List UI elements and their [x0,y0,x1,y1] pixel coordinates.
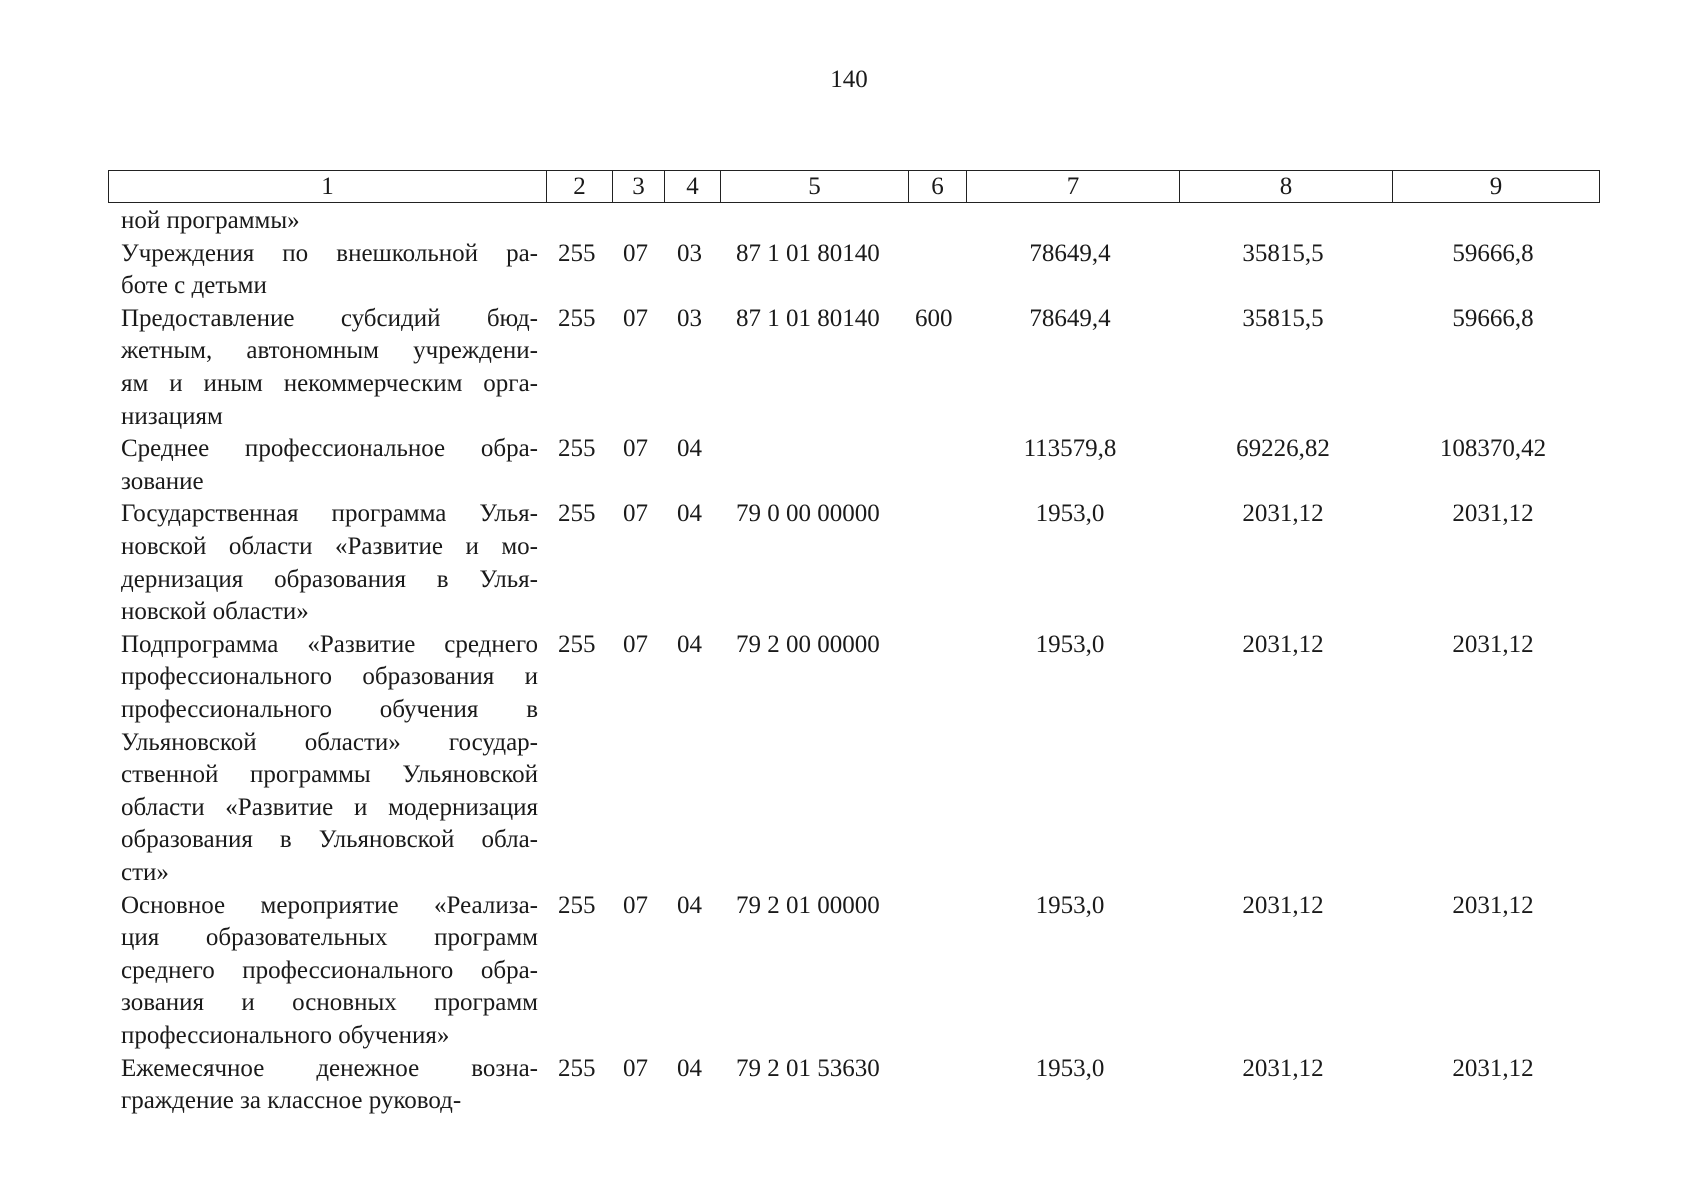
cell-col-8: 35815,5 [1242,304,1324,332]
description-line: боте с детьми [121,272,267,300]
description-line: ственной программы Ульяновской [121,761,538,789]
table-row [0,303,1698,433]
cell-col-9: 2031,12 [1452,1054,1534,1082]
cell-col-4: 04 [677,1054,702,1082]
header-col-2: 2 [547,171,613,203]
cell-col-4: 04 [677,891,702,919]
cell-col-3: 07 [623,239,648,267]
cell-col-3: 07 [623,435,648,463]
cell-col-9: 2031,12 [1452,630,1534,658]
cell-col-9: 59666,8 [1452,239,1534,267]
cell-col-8: 35815,5 [1242,239,1324,267]
cell-col-4: 03 [677,239,702,267]
header-col-9: 9 [1393,171,1600,203]
cell-col-7: 1953,0 [1035,500,1105,528]
description-line: профессионального образования и [121,663,538,691]
description-line: образования в Ульяновской обла- [121,826,538,854]
row-description [121,1053,538,1118]
description-line: Предоставление субсидий бюд- [121,304,538,332]
description-line: ной программы» [121,207,300,234]
description-line: Среднее профессиональное обра- [121,435,538,463]
table-row [0,1053,1698,1118]
cell-col-4: 04 [677,500,702,528]
description-line: ям и иным некоммерческим орга- [121,369,538,397]
header-col-1: 1 [109,171,547,203]
description-line: ция образовательных программ [121,924,538,952]
header-col-6: 6 [909,171,967,203]
cell-col-5: 87 1 01 80140 [736,304,880,332]
description-line: области «Развитие и модернизация [121,793,538,821]
cell-col-3: 07 [623,891,648,919]
row-description [121,890,538,1053]
cell-col-2: 255 [558,435,596,463]
cell-col-2: 255 [558,891,596,919]
header-col-8: 8 [1180,171,1393,203]
cell-col-5: 79 2 01 00000 [736,891,880,919]
cell-col-3: 07 [623,304,648,332]
table-row [0,498,1698,628]
row-description [121,238,538,303]
cell-col-9: 2031,12 [1452,891,1534,919]
description-line: Ежемесячное денежное возна- [121,1054,538,1082]
description-line: Подпрограмма «Развитие среднего [121,630,538,658]
cell-col-7: 1953,0 [1035,891,1105,919]
header-col-3: 3 [613,171,665,203]
description-line: Учреждения по внешкольной ра- [121,239,538,267]
cell-col-8: 2031,12 [1242,1054,1324,1082]
description-line: Основное мероприятие «Реализа- [121,891,538,919]
description-line: новской области» [121,598,309,626]
cell-col-6: 600 [915,304,953,332]
cell-col-3: 07 [623,500,648,528]
table-row [0,433,1698,498]
description-line: новской области «Развитие и мо- [121,532,538,560]
table-row [0,238,1698,303]
row-description [121,303,538,433]
header-col-7: 7 [967,171,1180,203]
description-line: дернизация образования в Улья- [121,565,538,593]
table-row [0,890,1698,1053]
cell-col-9: 59666,8 [1452,304,1534,332]
cell-col-8: 2031,12 [1242,630,1324,658]
cell-col-5: 87 1 01 80140 [736,239,880,267]
table-header [108,170,1600,203]
description-line: профессионального обучения» [121,1021,450,1049]
cell-col-4: 04 [677,435,702,463]
description-line: жетным, автономным учреждени- [121,337,538,365]
row-description [121,433,538,498]
description-line: Государственная программа Улья- [121,500,538,528]
description-line: Ульяновской области» государ- [121,728,538,756]
cell-col-8: 2031,12 [1242,891,1324,919]
description-line: зование [121,467,204,495]
cell-col-2: 255 [558,1054,596,1082]
table-body [0,205,1698,1118]
page-number: 140 [830,66,868,93]
header-col-5: 5 [721,171,909,203]
cell-col-2: 255 [558,239,596,267]
description-line: сти» [121,858,169,886]
row-description [121,205,538,238]
cell-col-7: 1953,0 [1035,1054,1105,1082]
row-description [121,498,538,628]
cell-col-7: 113579,8 [1023,435,1117,463]
cell-col-3: 07 [623,1054,648,1082]
cell-col-9: 2031,12 [1452,500,1534,528]
description-line: низациям [121,402,223,430]
cell-col-9: 108370,42 [1439,435,1547,463]
cell-col-2: 255 [558,304,596,332]
row-description [121,629,538,890]
cell-col-8: 2031,12 [1242,500,1324,528]
cell-col-4: 03 [677,304,702,332]
cell-col-3: 07 [623,630,648,658]
table-row [0,629,1698,890]
cell-col-7: 1953,0 [1035,630,1105,658]
cell-col-5: 79 2 00 00000 [736,630,880,658]
cell-col-2: 255 [558,630,596,658]
cell-col-2: 255 [558,500,596,528]
description-line: профессионального обучения в [121,695,538,723]
header-col-4: 4 [665,171,721,203]
cell-col-5: 79 0 00 00000 [736,500,880,528]
cell-col-8: 69226,82 [1236,435,1330,463]
description-line: граждение за классное руковод- [121,1087,462,1115]
cell-col-4: 04 [677,630,702,658]
cell-col-5: 79 2 01 53630 [736,1054,880,1082]
table-row [0,205,1698,238]
description-line: зования и основных программ [121,989,538,1017]
description-line: среднего профессионального обра- [121,956,538,984]
cell-col-7: 78649,4 [1029,239,1111,267]
cell-col-7: 78649,4 [1029,304,1111,332]
